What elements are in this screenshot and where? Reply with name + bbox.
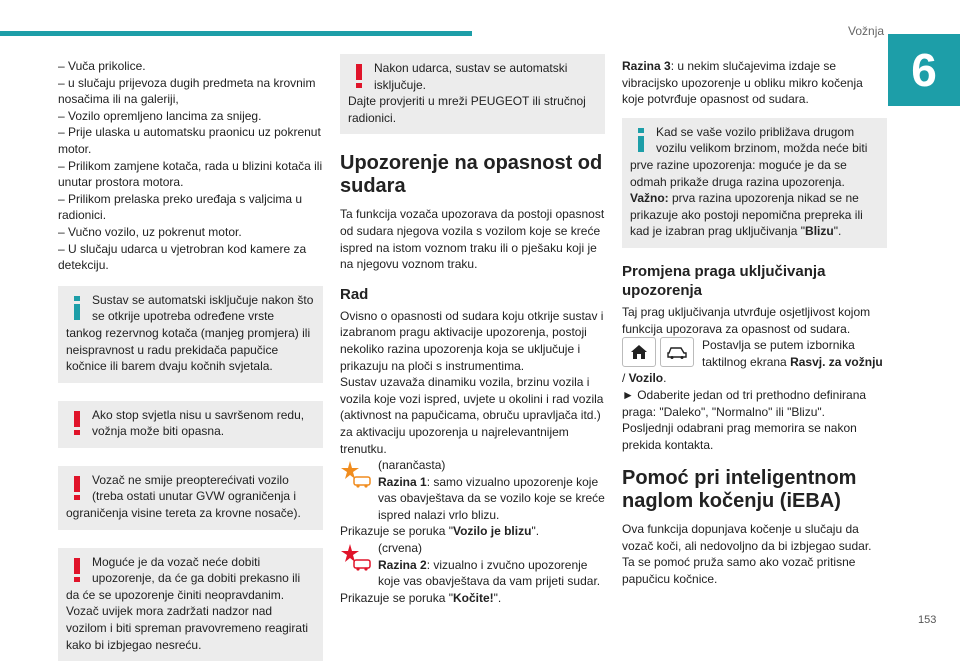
info-text-first: Sustav se automatski isključuje nakon što se otkrije upotreba određene vrste <box>92 292 314 324</box>
info-text-rest: tankog rezervnog kotača (manjeg promjera) ili neispravnost u radu prekidača papučice kočnice ili barem dvaju kočnih svjetala. <box>66 325 311 374</box>
warning-text-first: Nakon udarca, sustav se automatski isključuje. <box>374 61 568 92</box>
warning-box <box>58 548 323 661</box>
column-1 <box>58 58 323 661</box>
list-item: – Prilikom prelaska preko uređaja s valjcima u radionici. <box>58 191 303 223</box>
subsection-title-threshold: Promjena praga uključivanja upozorenja <box>622 262 826 299</box>
level-1-message: Prikazuje se poruka "Vozilo je blizu". <box>340 524 540 539</box>
warning-icon <box>68 409 86 437</box>
threshold-intro: Taj prag uključivanja utvrđuje osjetljivost kojom funkcija upozorava za opasnost od sudara. <box>622 304 871 336</box>
warning-text-rest: Dajte provjeriti u mreži PEUGEOT ili stručnoj radionici. <box>348 94 586 125</box>
list-item: – U slučaju udarca u vjetrobran kod kamere za detekciju. <box>58 241 307 273</box>
list-item: – Vučno vozilo, uz pokrenut motor. <box>58 224 242 239</box>
collision-alert-orange-icon <box>340 459 374 489</box>
home-icon <box>622 337 656 367</box>
page-number: 153 <box>918 614 937 626</box>
level-1-text: : samo vizualno upozorenje koje vas obavještava da se vozilo koje se kreće ispred nalazi vrlo blizu. <box>378 474 605 522</box>
collision-alert-red-icon <box>340 542 374 572</box>
level-2-color: (crvena) <box>378 541 423 556</box>
ieba-text: Ova funkcija dopunjava kočenje u slučaju da vozač koči, ali nedovoljno da bi izbjegao sudar. Ta se pomoć pruža samo ako vozač pritisne papučicu kočnice. <box>622 522 872 587</box>
list-item: – Prije ulaska u automatsku praonicu uz pokrenut motor. <box>58 125 321 156</box>
warning-text: Ako stop svjetla nisu u savršenom redu, vožnja može biti opasna. <box>92 407 305 439</box>
list-item: – Vozilo opremljeno lancima za snijeg. <box>58 108 262 123</box>
info-box <box>58 286 323 383</box>
warning-icon <box>68 556 86 584</box>
level-1-label: Razina 1 <box>378 474 427 489</box>
level-2-text: : vizualno i zvučno upozorenje koje vas obavještava da vam prijeti sudar. <box>378 557 601 589</box>
warning-icon <box>68 474 86 502</box>
level-2-label: Razina 2 <box>378 557 427 572</box>
warning-text-first: Vozač ne smije preopterećivati vozilo (treba ostati unutar GVW ograničenja i <box>92 472 297 504</box>
threshold-memory: Posljednji odabrani prag memorira se nakon prekida kontakta. <box>622 421 857 452</box>
list-item: – Prilikom zamjene kotača, rada u blizini kotača ili unutar prostora motora. <box>58 158 323 190</box>
section-title-collision-warning: Upozorenje na opasnost od sudara <box>340 152 603 198</box>
warning-box <box>58 401 323 448</box>
conditions-list <box>58 58 323 274</box>
info-text-rest: prve razine upozorenja: moguće je da se odmah prikaže druga razina upozorenja. <box>630 157 847 189</box>
chapter-title: Vožnja <box>848 24 885 38</box>
section-title-ieba: Pomoć pri inteligentnom naglom kočenju (iEBA) <box>622 467 857 513</box>
warning-icon <box>350 62 368 90</box>
level-1-color: (narančasta) <box>378 458 446 473</box>
header-accent-bar <box>0 31 472 36</box>
column-2 <box>340 54 605 606</box>
level-3-text: Razina 3: u nekim slučajevima izdaje se vibracijsko upozorenje u obliku mikro kočenja koje potvrđuje opasnost od sudara. <box>622 59 863 107</box>
list-item: – Vuča prikolice. <box>58 59 146 73</box>
subsection-title-operation: Rad <box>340 285 369 303</box>
car-settings-icon <box>660 337 694 367</box>
warning-text-rest: da će se upozorenje činiti neopravdanim. Vozač uvijek mora zadržati nadzor nad vozilom i biti spreman pravovremeno reagirati kako bi izbjegao nesreću. <box>66 587 309 652</box>
column-3 <box>622 58 887 588</box>
warning-text-rest: ograničenja visine tereta za krovne nosače). <box>66 506 301 521</box>
level-2-message: Prikazuje se poruka "Kočite!". <box>340 590 502 605</box>
threshold-step: ► Odaberite jedan od tri prethodno definirana praga: "Daleko", "Normalno" ili "Blizu". <box>622 387 867 419</box>
warning-box <box>340 54 605 134</box>
warning-level-2 <box>340 540 605 590</box>
info-box <box>622 118 887 248</box>
operation-text: Ovisno o opasnosti od sudara koju otkrije sustav i izabranom pragu aktivacije upozorenja, postoji nekoliko razina upozorenja koja se uključuje i prikazuju na ploči s instrumentima. Sustav uzavaža dinamiku vozila, brzinu vozila i vozila koje vozi ispred, uvjete u okolini i rad vozila (aktivnost na papučicama, obruču upravljača itd.) za aktivaciju upozorenja u najrelevantnijem trenutku. <box>340 308 604 456</box>
chapter-number-tab: 6 <box>888 34 960 106</box>
settings-instruction: Postavlja se putem izbornika taktilnog ekrana Rasvj. za vožnju / Vozilo. <box>622 338 883 386</box>
warning-level-1 <box>340 457 605 523</box>
info-text-first: Kad se vaše vozilo približava drugom vozilu velikom brzinom, možda neće biti <box>656 124 868 156</box>
info-important: Važno: prva razina upozorenja nikad se ne prikazuje ako postoji nepomična prepreka ili kad je izabran prag uključivanja "Blizu". <box>630 191 863 239</box>
info-icon <box>632 126 650 154</box>
section-intro: Ta funkcija vozača upozorava da postoji opasnost od sudara njegova vozila s vozilom koje se kreće ispred na istom voznom traku ili o pješaku koji je na njegovu voznom traku. <box>340 207 605 272</box>
list-item: – u slučaju prijevoza dugih predmeta na krovnim nosačima ili na galeriji, <box>58 75 316 107</box>
warning-box <box>58 466 323 530</box>
warning-text-first: Moguće je da vozač neće dobiti upozorenje, da će ga dobiti prekasno ili <box>92 554 301 586</box>
info-icon <box>68 294 86 322</box>
